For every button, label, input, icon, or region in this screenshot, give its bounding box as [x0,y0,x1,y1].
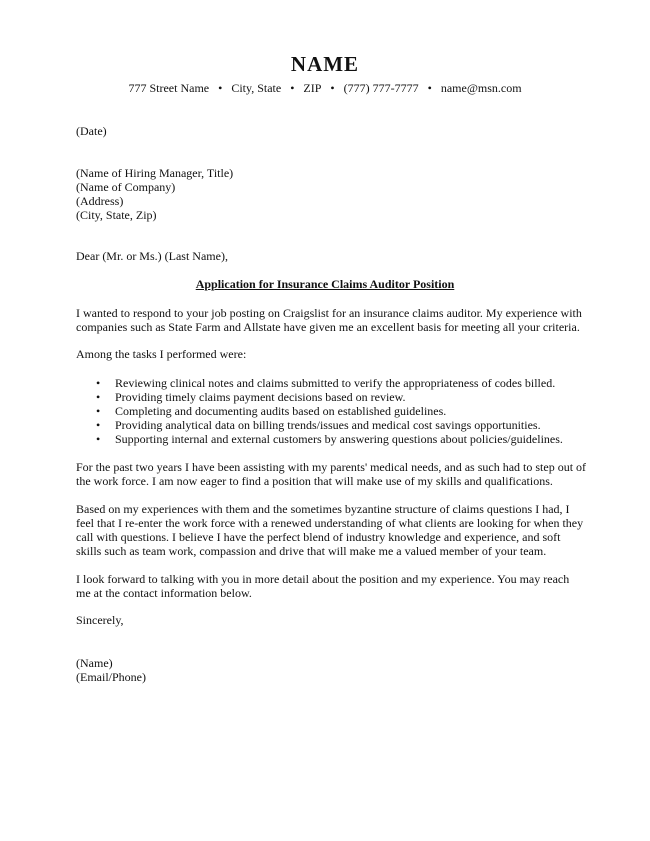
list-item-text: Providing timely claims payment decisions based on review. [115,390,406,404]
paragraph-line: For the past two years I have been assisting with my parents' medical needs, and as such had to step out of [76,460,587,474]
contact-separator: • [427,81,432,95]
tasks-list [96,376,563,446]
paragraph-line: skills such as team work, compassion and drive that will make me a valued member of your team. [76,544,547,558]
paragraph-line: feel that I re-enter the work force with a renewed understanding of what clients are looking for when they [76,516,584,530]
signature-block [76,656,576,684]
contact-line [0,81,650,96]
bullet-icon: • [96,404,101,418]
salutation-line: Dear (Mr. or Ms.) (Last Name), [76,249,228,263]
paragraph-line: Based on my experiences with them and the sometimes byzantine structure of claims questions I had, I [76,502,570,516]
list-item-text: Completing and documenting audits based on established guidelines. [115,404,447,418]
bullet-icon: • [96,390,101,404]
date-line: (Date) [76,124,107,138]
tasks-intro-line: Among the tasks I performed were: [76,347,247,361]
list-item [96,404,563,418]
salutation [76,249,576,263]
tasks-intro [76,347,576,361]
contact-street: 777 Street Name [128,81,210,95]
contact-city-state: City, State [231,81,282,95]
paragraph-line: the work force. I am now eager to find a position that will make use of my skills and qualifications. [76,474,553,488]
paragraph-intro [76,306,582,334]
recipient-line: (Name of Company) [76,180,176,194]
list-item [96,418,563,432]
paragraph-line: I wanted to respond to your job posting on Craigslist for an insurance claims auditor. My experience with [76,306,582,320]
letter-date [76,124,576,138]
contact-separator: • [330,81,335,95]
contact-zip: ZIP [303,81,322,95]
recipient-line: (Address) [76,194,124,208]
bullet-icon: • [96,418,101,432]
recipient-line: (City, State, Zip) [76,208,157,222]
paragraph-line: companies such as State Farm and Allstate have given me an excellent basis for meeting all your criteria. [76,320,580,334]
list-item-text: Supporting internal and external customers by answering questions about policies/guidelines. [115,432,563,446]
closing [76,613,576,627]
subject-line: Application for Insurance Claims Auditor Position [195,277,455,291]
list-item-text: Providing analytical data on billing trends/issues and medical cost savings opportunities. [115,418,541,432]
contact-email: name@msn.com [440,81,522,95]
paragraph-line: me at the contact information below. [76,586,252,600]
bullet-icon: • [96,432,101,446]
list-item [96,390,563,404]
paragraph-closing [76,572,576,600]
signature-name: (Name) [76,656,113,670]
paragraph-background [76,460,587,488]
contact-phone: (777) 777-7777 [343,81,419,95]
recipient-line: (Name of Hiring Manager, Title) [76,166,234,180]
recipient-block [76,166,576,222]
paragraph-line: I look forward to talking with you in more detail about the position and my experience. You may reach [76,572,570,586]
contact-separator: • [218,81,223,95]
signature-contact: (Email/Phone) [76,670,146,684]
list-item [96,432,563,446]
closing-line: Sincerely, [76,613,124,627]
applicant-name: NAME [290,52,360,76]
paragraph-experience [76,502,584,558]
bullet-icon: • [96,376,101,390]
paragraph-line: call with questions. I believe I have the perfect blend of industry knowledge and experience, and soft [76,530,561,544]
list-item [96,376,563,390]
list-item-text: Reviewing clinical notes and claims submitted to verify the appropriateness of codes billed. [115,376,556,390]
contact-separator: • [290,81,295,95]
